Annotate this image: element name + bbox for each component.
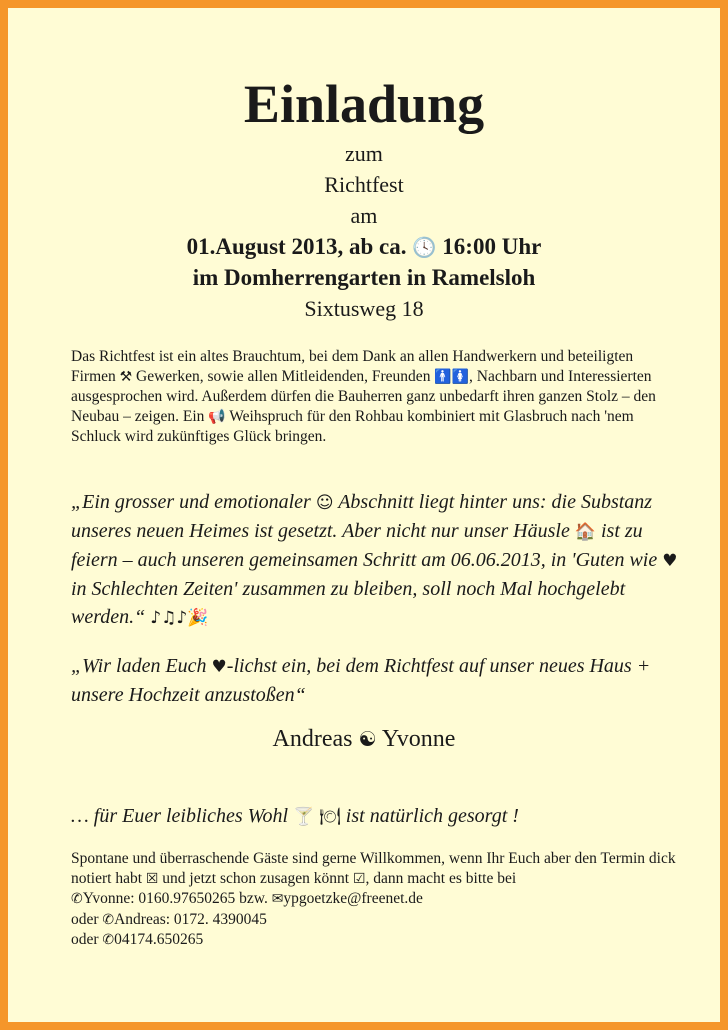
quote-paragraph-1 bbox=[71, 488, 680, 632]
contact-landline: 04174.650265 bbox=[114, 931, 204, 948]
contact-oder-1: oder bbox=[71, 910, 99, 928]
yinyang-icon: ☯ bbox=[358, 727, 377, 751]
quote1-text-3: ist zu feiern – auch unseren gemeinsamen Schritt am 06.06.2013, in 'Guten wie bbox=[71, 520, 658, 571]
name-yvonne: Yvonne bbox=[381, 726, 456, 752]
contact-yvonne: Yvonne: 0160.97650265 bzw. bbox=[82, 890, 268, 907]
house-icon: 🏠 bbox=[574, 522, 596, 542]
contact-andreas: Andreas: 0172. 4390045 bbox=[114, 910, 267, 928]
line-event: Richtfest bbox=[324, 172, 404, 197]
address-line: Sixtusweg 18 bbox=[304, 296, 424, 321]
quote1-text-4: in Schlechten Zeiten' zusammen zu bleiben, soll noch Mal hochgelebt werden.“ bbox=[71, 578, 626, 628]
heart-icon: ♥ bbox=[211, 657, 227, 677]
intro-text-3: , Nachbarn und Interessierten ausgesprochen wird. Außerdem dürfen die Bauherren ganz unbedarft ihren ganzen Stolz – den Neubau – zeigen. Ein bbox=[71, 367, 656, 425]
catering-line bbox=[71, 802, 680, 831]
checkbox-check-icon: ☑ bbox=[352, 870, 366, 887]
quote1-text-2: Abschnitt liegt hinter uns: die Substanz unseres neuen Heimes ist gesetzt. Aber nicht nur unser Häusle bbox=[71, 491, 653, 542]
location-line: im Domherrengarten in Ramelsloh bbox=[192, 265, 536, 290]
music-notes-icon: ♪♫♪ bbox=[150, 608, 188, 628]
catering-text-2: ist natürlich gesorgt ! bbox=[345, 805, 519, 827]
checkbox-x-icon: ☒ bbox=[145, 870, 159, 887]
heart-icon: ♥ bbox=[662, 551, 678, 571]
intro-paragraph bbox=[71, 347, 680, 447]
intro-text-4: Weihspruch für den Rohbau kombiniert mit Glasbruch nach 'nem Schluck wird zukünftiges Glück bringen. bbox=[71, 407, 634, 445]
catering-text-1: … für Euer leibliches Wohl bbox=[71, 805, 289, 827]
speaker-icon: 📢 bbox=[208, 408, 226, 425]
contact-text-1: Spontane und überraschende Gäste sind gerne Willkommen, wenn Ihr Euch aber den Termin dick notiert habt bbox=[71, 850, 676, 887]
name-andreas: Andreas bbox=[272, 726, 353, 752]
date-line bbox=[8, 233, 720, 262]
cocktail-icon: 🍸 bbox=[293, 807, 315, 827]
quote2-text-1: „Wir laden Euch bbox=[71, 655, 207, 677]
contact-text-2: und jetzt schon zusagen könnt bbox=[162, 869, 350, 887]
party-icon: 🎉 bbox=[187, 608, 209, 628]
page-title: Einladung bbox=[243, 74, 485, 134]
contact-paragraph bbox=[71, 849, 680, 951]
phone-icon: ✆ bbox=[102, 911, 115, 928]
people-icon: 🚹🚺 bbox=[434, 368, 470, 385]
phone-icon: ✆ bbox=[102, 932, 115, 948]
smiley-icon: ☺ bbox=[315, 493, 334, 513]
phone-icon: ✆ bbox=[71, 891, 83, 907]
mail-icon: ✉ bbox=[271, 891, 284, 907]
quote1-text-1: „Ein grosser und emotionaler bbox=[71, 491, 311, 513]
quote2-text-2: -lichst ein, bei dem Richtfest auf unser neues Haus + unsere Hochzeit anzustoßen“ bbox=[71, 655, 651, 706]
time-text: 16:00 Uhr bbox=[442, 234, 542, 259]
contact-text-3: , dann macht es bitte bei bbox=[365, 869, 517, 887]
couple-names bbox=[8, 724, 720, 754]
intro-text-1: Das Richtfest ist ein altes Brauchtum, bei dem Dank an allen Handwerkern und beteiligten Firmen bbox=[71, 348, 634, 385]
intro-text-2: Gewerken, sowie allen Mitleidenden, Freunden bbox=[136, 367, 431, 385]
line-am: am bbox=[350, 203, 378, 228]
plate-icon: 🍽 bbox=[319, 807, 341, 827]
clock-icon: 🕓 bbox=[412, 236, 437, 259]
line-zum: zum bbox=[345, 141, 383, 166]
contact-oder-2: oder bbox=[71, 931, 99, 948]
quote-paragraph-2 bbox=[71, 652, 680, 709]
date-text: 01.August 2013, ab ca. bbox=[186, 234, 407, 259]
tools-icon: ⚒ bbox=[119, 368, 133, 385]
contact-email[interactable]: ypgoetzke@freenet.de bbox=[283, 890, 423, 907]
